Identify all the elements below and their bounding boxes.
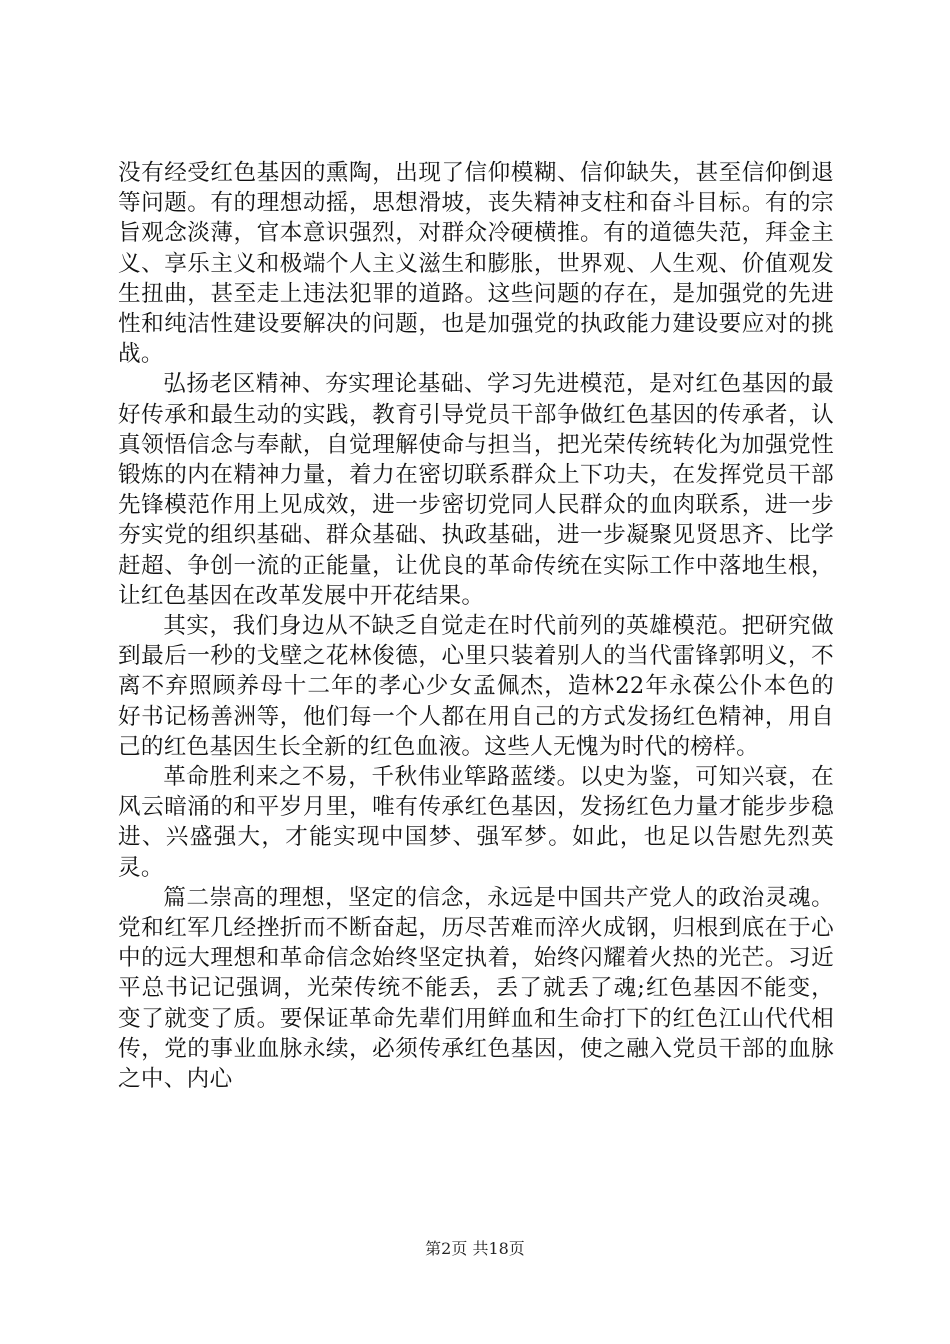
paragraph-4: 革命胜利来之不易，千秋伟业筚路蓝缕。以史为鉴，可知兴衰，在风云暗涌的和平岁月里，唯有传承红色基因，发扬红色力量才能步步稳进、兴盛强大，才能实现中国梦、强军梦。如此，也足以告慰先烈英灵。	[118, 764, 834, 881]
page-number-footer: 第2页 共18页	[425, 1239, 525, 1258]
paragraph-3: 其实，我们身边从不缺乏自觉走在时代前列的英雄模范。把研究做到最后一秒的戈壁之花林俊德，心里只装着别人的当代雷锋郭明义，不离不弃照顾养母十二年的孝心少女孟佩杰，造林22年永葆公仆本色的好书记杨善洲等，他们每一个人都在用自己的方式发扬红色精神，用自己的红色基因生长全新的红色血液。这些人无愧为时代的榜样。	[118, 613, 834, 760]
paragraph-1: 没有经受红色基因的熏陶，出现了信仰模糊、信仰缺失，甚至信仰倒退等问题。有的理想动摇，思想滑坡，丧失精神支柱和奋斗目标。有的宗旨观念淡薄，官本意识强烈，对群众冷硬横推。有的道德失范，拜金主义、享乐主义和极端个人主义滋生和膨胀，世界观、人生观、价值观发生扭曲，甚至走上违法犯罪的道路。这些问题的存在，是加强党的先进性和纯洁性建设要解决的问题，也是加强党的执政能力建设要应对的挑战。	[118, 160, 834, 368]
paragraph-2: 弘扬老区精神、夯实理论基础、学习先进模范，是对红色基因的最好传承和最生动的实践，教育引导党员干部争做红色基因的传承者，认真领悟信念与奉献，自觉理解使命与担当，把光荣传统转化为加强党性锻炼的内在精神力量，着力在密切联系群众上下功夫，在发挥党员干部先锋模范作用上见成效，进一步密切党同人民群众的血肉联系，进一步夯实党的组织基础、群众基础、执政基础，进一步凝聚见贤思齐、比学赶超、争创一流的正能量，让优良的革命传统在实际工作中落地生根，让红色基因在改革发展中开花结果。	[118, 371, 834, 609]
paragraph-5: 篇二崇高的理想，坚定的信念，永远是中国共产党人的政治灵魂。党和红军几经挫折而不断奋起，历尽苦难而淬火成钢，归根到底在于心中的远大理想和革命信念始终坚定执着，始终闪耀着火热的光芒。习近平总书记记强调，光荣传统不能丢，丢了就丢了魂;红色基因不能变，变了就变了质。要保证革命先辈们用鲜血和生命打下的红色江山代代相传，党的事业血脉永续，必须传承红色基因，使之融入党员干部的血脉之中、内心	[118, 884, 834, 1093]
document-body	[118, 158, 834, 1094]
